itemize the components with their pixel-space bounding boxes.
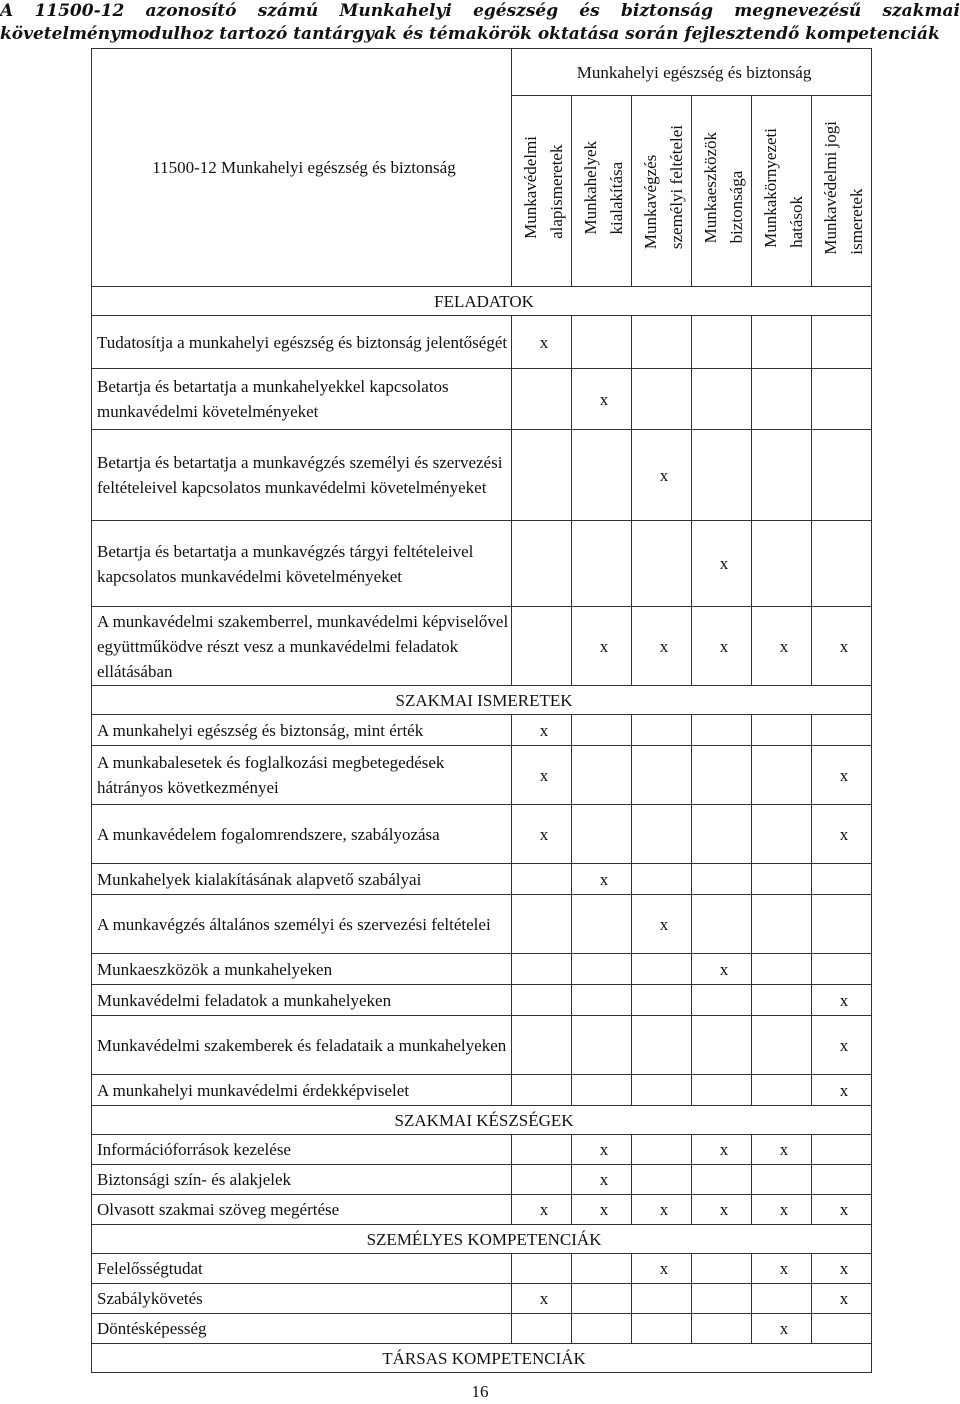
title-word: szakmai bbox=[882, 1, 960, 21]
mark-cell: x bbox=[572, 607, 632, 686]
mark-cell bbox=[812, 521, 872, 607]
mark-cell bbox=[512, 985, 572, 1016]
mark-cell bbox=[632, 715, 692, 746]
mark-cell: x bbox=[752, 1135, 812, 1165]
mark-cell: x bbox=[632, 1195, 692, 1225]
mark-cell bbox=[512, 895, 572, 954]
mark-cell bbox=[812, 864, 872, 895]
title-word: megnevezésű bbox=[734, 1, 862, 21]
mark-cell bbox=[572, 1016, 632, 1075]
column-header-label: Munkavédelmi alapismeretek bbox=[521, 136, 566, 239]
section-title: SZEMÉLYES KOMPETENCIÁK bbox=[92, 1225, 872, 1254]
row-label: A munkahelyi egészség és biztonság, mint érték bbox=[92, 715, 512, 746]
mark-cell: x bbox=[692, 1195, 752, 1225]
mark-cell bbox=[572, 430, 632, 521]
mark-cell bbox=[752, 895, 812, 954]
mark-cell: x bbox=[692, 607, 752, 686]
row-label: Biztonsági szín- és alakjelek bbox=[92, 1165, 512, 1195]
section-header-row bbox=[92, 686, 872, 715]
title-word: számú bbox=[257, 1, 319, 21]
mark-cell bbox=[812, 369, 872, 430]
row-label: Munkavédelmi szakemberek és feladataik a munkahelyeken bbox=[92, 1016, 512, 1075]
title-word: biztonság bbox=[620, 1, 713, 21]
row-label: Információforrások kezelése bbox=[92, 1135, 512, 1165]
mark-cell bbox=[512, 1314, 572, 1344]
mark-cell bbox=[632, 369, 692, 430]
mark-cell bbox=[692, 1314, 752, 1344]
mark-cell: x bbox=[692, 1135, 752, 1165]
title-word: A bbox=[0, 1, 14, 21]
mark-cell: x bbox=[572, 369, 632, 430]
row-label: A munkavédelmi szakemberrel, munkavédelmi képviselővel együttműködve részt vesz a munkavédelmi feladatok ellátásában bbox=[92, 607, 512, 686]
module-title-cell bbox=[92, 49, 512, 287]
table-row bbox=[92, 521, 872, 607]
mark-cell bbox=[512, 954, 572, 985]
mark-cell: x bbox=[692, 954, 752, 985]
mark-cell: x bbox=[572, 1135, 632, 1165]
mark-cell bbox=[572, 1075, 632, 1106]
section-title: FELADATOK bbox=[92, 287, 872, 316]
mark-cell bbox=[692, 805, 752, 864]
mark-cell: x bbox=[752, 607, 812, 686]
mark-cell bbox=[512, 1165, 572, 1195]
mark-cell: x bbox=[812, 746, 872, 805]
row-label: A munkavégzés általános személyi és szervezési feltételei bbox=[92, 895, 512, 954]
row-label: Szabálykövetés bbox=[92, 1284, 512, 1314]
mark-cell bbox=[632, 1284, 692, 1314]
row-label: A munkavédelem fogalomrendszere, szabályozása bbox=[92, 805, 512, 864]
row-label: Betartja és betartatja a munkahelyekkel kapcsolatos munkavédelmi követelményeket bbox=[92, 369, 512, 430]
table-row bbox=[92, 954, 872, 985]
mark-cell bbox=[812, 1165, 872, 1195]
mark-cell: x bbox=[752, 1314, 812, 1344]
column-header-4 bbox=[692, 96, 752, 287]
page-number: 16 bbox=[471, 1382, 489, 1401]
mark-cell bbox=[512, 369, 572, 430]
mark-cell bbox=[632, 521, 692, 607]
mark-cell bbox=[812, 954, 872, 985]
mark-cell bbox=[692, 864, 752, 895]
mark-cell bbox=[512, 864, 572, 895]
mark-cell bbox=[752, 1016, 812, 1075]
mark-cell bbox=[752, 985, 812, 1016]
section-header-row bbox=[92, 1344, 872, 1373]
table-row bbox=[92, 369, 872, 430]
mark-cell bbox=[752, 1284, 812, 1314]
table-row bbox=[92, 1135, 872, 1165]
mark-cell bbox=[692, 746, 752, 805]
mark-cell bbox=[692, 316, 752, 369]
table-row bbox=[92, 1314, 872, 1344]
mark-cell bbox=[632, 954, 692, 985]
mark-cell: x bbox=[812, 1284, 872, 1314]
mark-cell: x bbox=[512, 1284, 572, 1314]
title-word: egészség bbox=[473, 1, 559, 21]
table-row bbox=[92, 715, 872, 746]
mark-cell bbox=[812, 715, 872, 746]
mark-cell: x bbox=[512, 715, 572, 746]
mark-cell bbox=[692, 985, 752, 1016]
mark-cell: x bbox=[752, 1195, 812, 1225]
mark-cell bbox=[572, 1314, 632, 1344]
mark-cell: x bbox=[812, 1016, 872, 1075]
mark-cell: x bbox=[632, 1254, 692, 1284]
table-row bbox=[92, 746, 872, 805]
mark-cell bbox=[692, 430, 752, 521]
row-label: Munkaeszközök a munkahelyeken bbox=[92, 954, 512, 985]
section-header-row bbox=[92, 287, 872, 316]
mark-cell: x bbox=[632, 895, 692, 954]
column-header-6 bbox=[812, 96, 872, 287]
mark-cell bbox=[692, 1016, 752, 1075]
row-label: Betartja és betartatja a munkavégzés személyi és szervezési feltételeivel kapcsolatos munkavédelmi követelményeket bbox=[92, 430, 512, 521]
mark-cell bbox=[812, 1135, 872, 1165]
section-header-row bbox=[92, 1225, 872, 1254]
mark-cell bbox=[632, 746, 692, 805]
mark-cell bbox=[512, 1254, 572, 1284]
mark-cell bbox=[632, 1165, 692, 1195]
mark-cell bbox=[512, 1016, 572, 1075]
title-word: azonosító bbox=[145, 1, 237, 21]
mark-cell: x bbox=[572, 1165, 632, 1195]
mark-cell bbox=[572, 985, 632, 1016]
mark-cell bbox=[572, 521, 632, 607]
row-label: A munkahelyi munkavédelmi érdekképviselet bbox=[92, 1075, 512, 1106]
mark-cell: x bbox=[812, 1254, 872, 1284]
competency-matrix bbox=[91, 48, 872, 1373]
table-row bbox=[92, 430, 872, 521]
mark-cell: x bbox=[512, 805, 572, 864]
section-title: TÁRSAS KOMPETENCIÁK bbox=[92, 1344, 872, 1373]
table-row bbox=[92, 864, 872, 895]
mark-cell bbox=[752, 1165, 812, 1195]
mark-cell bbox=[692, 1254, 752, 1284]
table-row bbox=[92, 316, 872, 369]
column-header-label: Munkavégzés személyi feltételei bbox=[641, 125, 686, 250]
mark-cell bbox=[572, 805, 632, 864]
mark-cell: x bbox=[812, 1075, 872, 1106]
mark-cell bbox=[572, 895, 632, 954]
mark-cell: x bbox=[752, 1254, 812, 1284]
mark-cell: x bbox=[632, 607, 692, 686]
mark-cell: x bbox=[692, 521, 752, 607]
mark-cell: x bbox=[512, 1195, 572, 1225]
table-row bbox=[92, 1165, 872, 1195]
mark-cell bbox=[512, 1075, 572, 1106]
mark-cell bbox=[752, 715, 812, 746]
mark-cell: x bbox=[572, 1195, 632, 1225]
column-header-label: Munkahelyek kialakítása bbox=[581, 140, 626, 235]
mark-cell bbox=[692, 1075, 752, 1106]
mark-cell bbox=[632, 1075, 692, 1106]
column-header-3 bbox=[632, 96, 692, 287]
mark-cell bbox=[752, 1075, 812, 1106]
mark-cell bbox=[692, 1165, 752, 1195]
mark-cell bbox=[752, 746, 812, 805]
mark-cell: x bbox=[512, 316, 572, 369]
mark-cell bbox=[632, 805, 692, 864]
row-label: Munkahelyek kialakításának alapvető szabályai bbox=[92, 864, 512, 895]
mark-cell bbox=[512, 607, 572, 686]
row-label: Döntésképesség bbox=[92, 1314, 512, 1344]
row-label: Munkavédelmi feladatok a munkahelyeken bbox=[92, 985, 512, 1016]
mark-cell bbox=[752, 864, 812, 895]
mark-cell bbox=[512, 430, 572, 521]
table-row bbox=[92, 1016, 872, 1075]
row-label: Felelősségtudat bbox=[92, 1254, 512, 1284]
mark-cell bbox=[812, 430, 872, 521]
title-word: 11500-12 bbox=[34, 1, 125, 21]
module-title: 11500-12 Munkahelyi egészség és biztonság bbox=[152, 158, 456, 177]
mark-cell bbox=[812, 1314, 872, 1344]
section-title: SZAKMAI ISMERETEK bbox=[92, 686, 872, 715]
mark-cell bbox=[572, 1254, 632, 1284]
mark-cell bbox=[572, 715, 632, 746]
table-row bbox=[92, 1254, 872, 1284]
column-header-5 bbox=[752, 96, 812, 287]
mark-cell bbox=[632, 985, 692, 1016]
section-header-row bbox=[92, 1106, 872, 1135]
table-row bbox=[92, 895, 872, 954]
mark-cell: x bbox=[812, 607, 872, 686]
mark-cell bbox=[752, 954, 812, 985]
mark-cell bbox=[632, 316, 692, 369]
row-label: Olvasott szakmai szöveg megértése bbox=[92, 1195, 512, 1225]
mark-cell bbox=[752, 369, 812, 430]
mark-cell bbox=[692, 369, 752, 430]
table-row bbox=[92, 985, 872, 1016]
mark-cell bbox=[752, 316, 812, 369]
title-word: Munkahelyi bbox=[339, 1, 452, 21]
mark-cell bbox=[632, 1314, 692, 1344]
row-label: A munkabalesetek és foglalkozási megbetegedések hátrányos következményei bbox=[92, 746, 512, 805]
mark-cell bbox=[632, 1135, 692, 1165]
mark-cell bbox=[512, 521, 572, 607]
column-header-label: Munkakörnyezeti hatások bbox=[761, 127, 806, 248]
mark-cell: x bbox=[632, 430, 692, 521]
title-line-1 bbox=[0, 0, 960, 23]
mark-cell bbox=[752, 521, 812, 607]
mark-cell bbox=[812, 316, 872, 369]
row-label: Betartja és betartatja a munkavégzés tárgyi feltételeivel kapcsolatos munkavédelmi követelményeket bbox=[92, 521, 512, 607]
mark-cell bbox=[572, 1284, 632, 1314]
mark-cell bbox=[752, 430, 812, 521]
mark-cell: x bbox=[512, 746, 572, 805]
mark-cell bbox=[632, 864, 692, 895]
mark-cell bbox=[572, 746, 632, 805]
mark-cell: x bbox=[812, 805, 872, 864]
mark-cell bbox=[572, 954, 632, 985]
mark-cell bbox=[812, 895, 872, 954]
column-header-label: Munkavédelmi jogi ismeretek bbox=[821, 120, 867, 255]
title-word: és bbox=[579, 1, 600, 21]
header-subject-row bbox=[92, 49, 872, 96]
mark-cell: x bbox=[812, 985, 872, 1016]
mark-cell bbox=[692, 715, 752, 746]
document-title bbox=[0, 0, 960, 46]
column-header-1 bbox=[512, 96, 572, 287]
mark-cell bbox=[572, 316, 632, 369]
column-header-2 bbox=[572, 96, 632, 287]
table-row bbox=[92, 805, 872, 864]
title-line-2: követelménymodulhoz tartozó tantárgyak és témakörök oktatása során fejlesztendő kompetenciák bbox=[0, 24, 940, 44]
mark-cell bbox=[692, 895, 752, 954]
mark-cell bbox=[632, 1016, 692, 1075]
table-row bbox=[92, 1075, 872, 1106]
column-header-label: Munkaeszközök biztonsága bbox=[701, 131, 746, 244]
mark-cell bbox=[752, 805, 812, 864]
mark-cell bbox=[512, 1135, 572, 1165]
mark-cell bbox=[692, 1284, 752, 1314]
row-label: Tudatosítja a munkahelyi egészség és biztonság jelentőségét bbox=[92, 316, 512, 369]
table-row bbox=[92, 1195, 872, 1225]
section-title: SZAKMAI KÉSZSÉGEK bbox=[92, 1106, 872, 1135]
mark-cell: x bbox=[812, 1195, 872, 1225]
mark-cell: x bbox=[572, 864, 632, 895]
subject-header: Munkahelyi egészség és biztonság bbox=[512, 49, 872, 96]
table-row bbox=[92, 607, 872, 686]
table-row bbox=[92, 1284, 872, 1314]
